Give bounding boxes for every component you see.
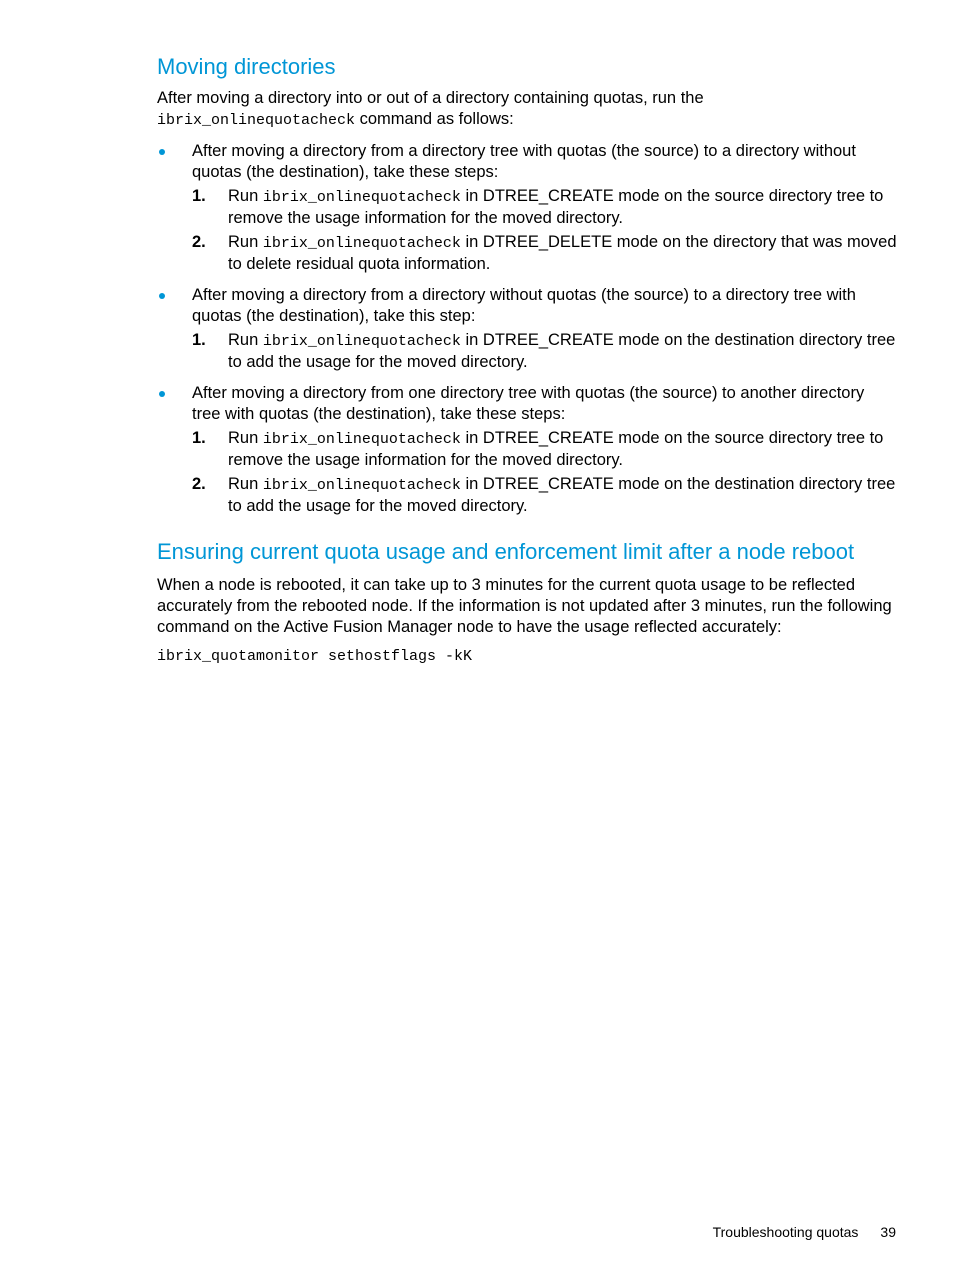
bullet-icon	[159, 149, 165, 155]
step-number: 2.	[192, 475, 206, 493]
bullet-icon	[159, 293, 165, 299]
step-item	[192, 428, 897, 471]
step-command: ibrix_onlinequotacheck	[262, 189, 461, 206]
footer-chapter-title: Troubleshooting quotas	[712, 1224, 859, 1240]
command-example: ibrix_quotamonitor sethostflags -kK	[157, 648, 473, 665]
step-item	[192, 474, 897, 517]
step-command: ibrix_onlinequotacheck	[262, 235, 461, 252]
step-text-post: in DTREE_CREATE mode on the source directory tree to remove the usage information for the moved directory.	[228, 187, 884, 227]
bullet-item	[157, 383, 897, 517]
section-heading-moving-directories: Moving directories	[157, 54, 336, 79]
step-text-pre: Run	[228, 475, 263, 493]
step-list	[192, 428, 897, 517]
step-text-post: in DTREE_DELETE mode on the directory that was moved to delete residual quota information.	[228, 233, 897, 273]
bullet-text: After moving a directory from a directory tree with quotas (the source) to a directory without quotas (the destination), take these steps:	[192, 142, 856, 181]
page-footer	[713, 1222, 896, 1242]
step-item	[192, 186, 897, 229]
step-text-pre: Run	[228, 429, 263, 447]
page-number: 39	[880, 1224, 896, 1240]
step-command: ibrix_onlinequotacheck	[262, 477, 461, 494]
step-text-pre: Run	[228, 331, 263, 349]
step-number: 1.	[192, 429, 206, 447]
intro-command: ibrix_onlinequotacheck	[157, 112, 356, 129]
step-text-pre: Run	[228, 187, 263, 205]
intro-text-after: command as follows:	[355, 110, 514, 128]
bullet-text: After moving a directory from a directory without quotas (the source) to a directory tree with quotas (the destination), take this step:	[192, 286, 856, 325]
step-list	[192, 186, 897, 275]
page-content	[157, 50, 897, 667]
reboot-paragraph: When a node is rebooted, it can take up to 3 minutes for the current quota usage to be reflected accurately from the rebooted node. If the information is not updated after 3 minutes, run the following command on the Active Fusion Manager node to have the usage reflected accurately:	[157, 576, 892, 636]
bullet-list	[157, 141, 897, 517]
bullet-text: After moving a directory from one directory tree with quotas (the source) to another directory tree with quotas (the destination), take these steps:	[192, 384, 865, 423]
step-item	[192, 232, 897, 275]
bullet-item	[157, 285, 897, 373]
step-item	[192, 330, 897, 373]
step-text-post: in DTREE_CREATE mode on the source directory tree to remove the usage information for the moved directory.	[228, 429, 884, 469]
step-command: ibrix_onlinequotacheck	[262, 333, 461, 350]
bullet-item	[157, 141, 897, 275]
step-text-pre: Run	[228, 233, 263, 251]
step-text-post: in DTREE_CREATE mode on the destination directory tree to add the usage for the moved directory.	[228, 331, 896, 371]
step-command: ibrix_onlinequotacheck	[262, 431, 461, 448]
section-heading-node-reboot: Ensuring current quota usage and enforcement limit after a node reboot	[157, 539, 855, 564]
bullet-icon	[159, 391, 165, 397]
intro-paragraph	[157, 88, 897, 131]
step-number: 1.	[192, 187, 206, 205]
step-number: 1.	[192, 331, 206, 349]
step-list	[192, 330, 897, 373]
intro-text: After moving a directory into or out of a directory containing quotas, run the	[157, 89, 704, 107]
step-number: 2.	[192, 233, 206, 251]
step-text-post: in DTREE_CREATE mode on the destination directory tree to add the usage for the moved directory.	[228, 475, 896, 515]
